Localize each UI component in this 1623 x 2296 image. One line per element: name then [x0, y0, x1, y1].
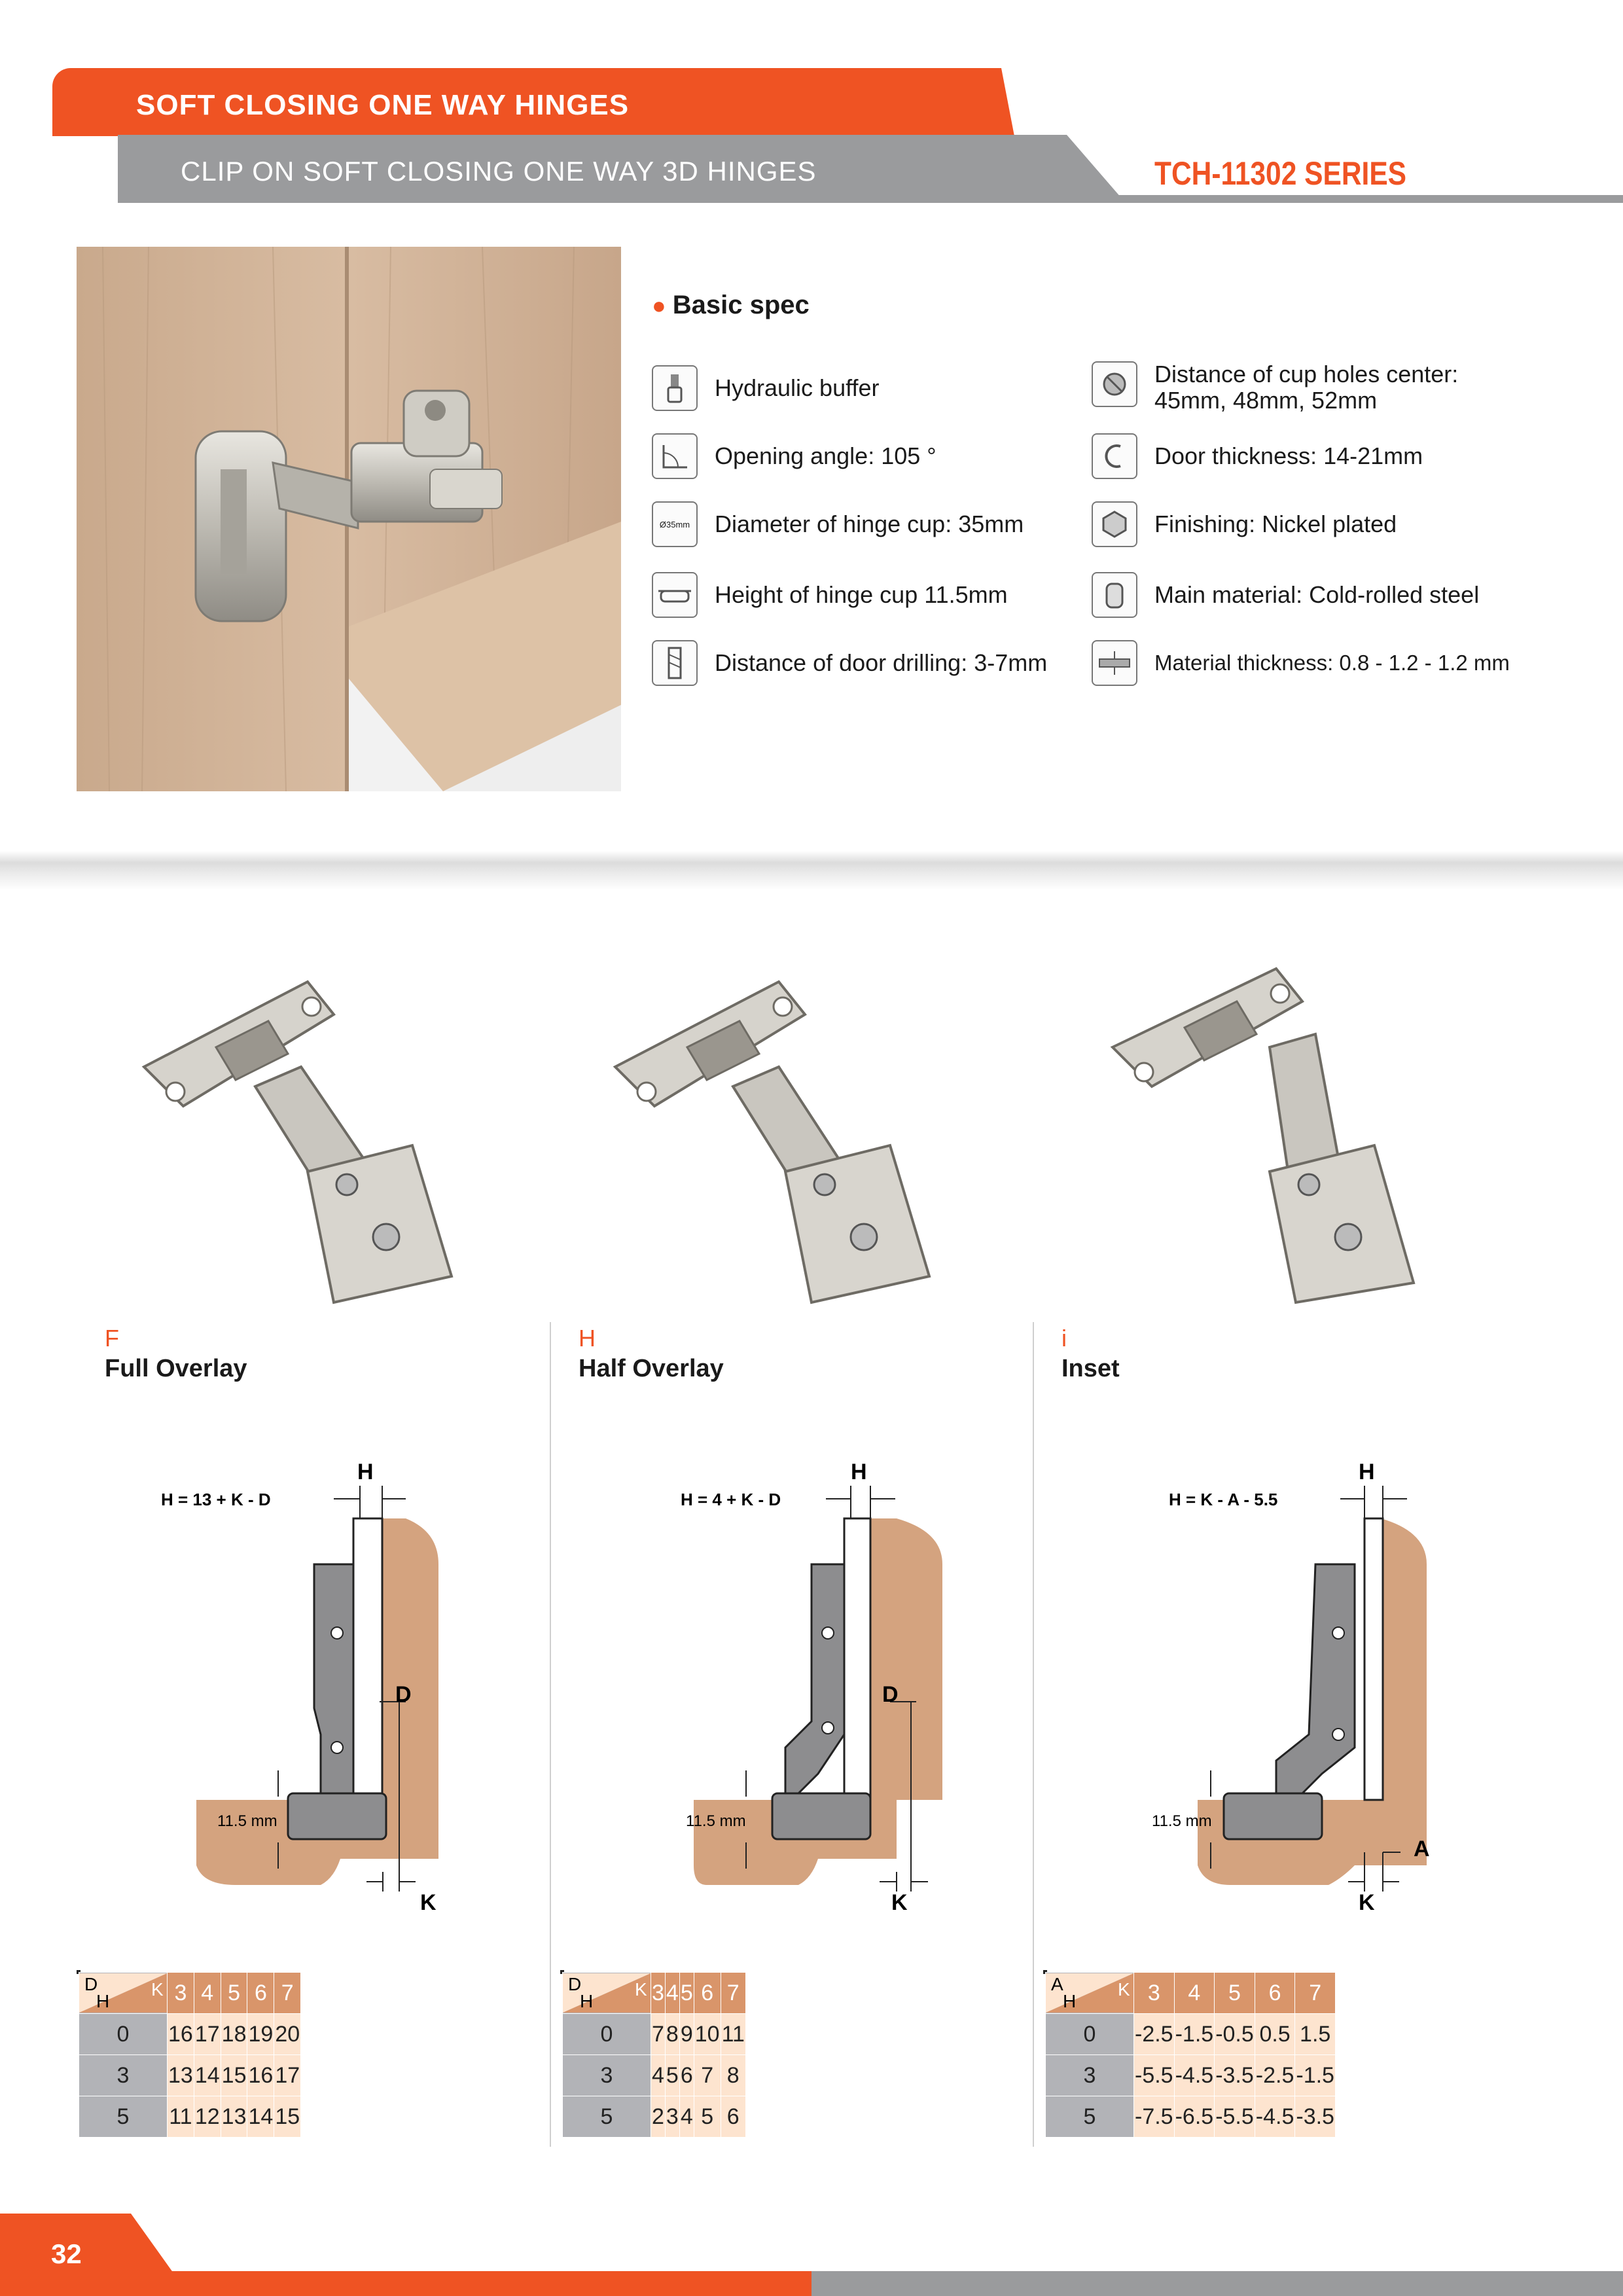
spec-item [1092, 361, 1458, 414]
table-cell: 10 [694, 2014, 721, 2055]
corner-k: K [151, 1979, 164, 2000]
table-cell: 20 [274, 2014, 301, 2055]
table-cell: 7 [694, 2055, 721, 2096]
door-thickness-icon [1092, 433, 1137, 479]
spec-label: Finishing: Nickel plated [1154, 511, 1397, 537]
corner-h: H [1063, 1991, 1077, 2011]
spec-label: Distance of door drilling: 3-7mm [715, 649, 1048, 676]
spec-label: Main material: Cold-rolled steel [1154, 581, 1480, 608]
spec-item [1092, 501, 1397, 547]
table-cell: 19 [247, 2014, 274, 2055]
table-cell: -4.5 [1174, 2055, 1215, 2096]
col-header: 5 [1215, 1973, 1255, 2014]
spec-item [652, 640, 1047, 686]
hinge-image-half-overlay [602, 969, 1008, 1322]
page-number: 32 [51, 2238, 82, 2269]
table-cell: 1.5 [1295, 2014, 1336, 2055]
cup-height-label: 11.5 mm [1152, 1812, 1212, 1830]
spec-item [652, 501, 1024, 547]
table-cell: 11 [168, 2096, 194, 2138]
adjust-table-full-overlay [77, 1970, 300, 2129]
table-cell: 13 [221, 2096, 247, 2138]
table-row [1046, 2096, 1336, 2138]
cup-diameter-icon-text: Ø35mm [659, 519, 690, 529]
dim-a-label: A [1414, 1837, 1430, 1861]
table-cell: -7.5 [1134, 2096, 1175, 2138]
diagram-full-overlay [157, 1460, 524, 1918]
row-header: 5 [563, 2096, 651, 2138]
footer-gray-bar [812, 2271, 1623, 2296]
footer-orange-bar [164, 2271, 812, 2296]
table-row [79, 2096, 301, 2138]
dim-d-label: D [395, 1682, 412, 1707]
table-cell: 16 [168, 2014, 194, 2055]
table-cell: 6 [679, 2055, 694, 2096]
table-cell: 17 [194, 2014, 221, 2055]
corner-k: K [635, 1979, 647, 2000]
adjust-table-half-overlay [560, 1970, 745, 2129]
table-cell: 15 [221, 2055, 247, 2096]
row-header: 3 [563, 2055, 651, 2096]
mount-letter: F [105, 1325, 119, 1352]
table-cell: 15 [274, 2096, 301, 2138]
spec-label: Door thickness: 14-21mm [1154, 442, 1423, 469]
col-header: 7 [1295, 1973, 1336, 2014]
spec-item [652, 365, 879, 411]
corner-h: H [96, 1991, 110, 2011]
table-cell: -3.5 [1295, 2096, 1336, 2138]
table-cell: 6 [721, 2096, 745, 2138]
mount-title: Half Overlay [579, 1355, 724, 1382]
spec-title-text: Basic spec [672, 291, 810, 319]
row-header: 0 [1046, 2014, 1134, 2055]
cup-height-label: 11.5 mm [217, 1812, 277, 1830]
table-corner [563, 1973, 651, 2014]
mount-title: Full Overlay [105, 1355, 247, 1382]
diagram-inset [1139, 1460, 1505, 1918]
table-cell: 9 [679, 2014, 694, 2055]
dim-h-label: H [1359, 1460, 1375, 1484]
spec-label: Height of hinge cup 11.5mm [715, 581, 1008, 608]
adjust-table-inset [1043, 1970, 1334, 2129]
spec-item [1092, 640, 1510, 686]
corner-top: A [1051, 1974, 1063, 1994]
table-row [79, 2055, 301, 2096]
table-cell: 12 [194, 2096, 221, 2138]
dim-d-label: D [882, 1682, 899, 1707]
table-cell: -5.5 [1134, 2055, 1175, 2096]
table-cell: 16 [247, 2055, 274, 2096]
table-cell: 4 [651, 2055, 666, 2096]
opening-angle-icon [652, 433, 698, 479]
table-cell: 18 [221, 2014, 247, 2055]
finishing-icon [1092, 501, 1137, 547]
hinge-image-inset [1099, 962, 1505, 1329]
cup-height-icon [652, 572, 698, 618]
col-header: 4 [194, 1973, 221, 2014]
formula-text: H = K - A - 5.5 [1169, 1490, 1278, 1509]
col-header: 3 [1134, 1973, 1175, 2014]
mount-letter: i [1061, 1325, 1067, 1352]
col-header: 6 [694, 1973, 721, 2014]
table-cell: 4 [679, 2096, 694, 2138]
mount-title: Inset [1061, 1355, 1120, 1382]
row-header: 0 [563, 2014, 651, 2055]
bullet-icon: ● [652, 292, 666, 319]
table-cell: 3 [665, 2096, 679, 2138]
table-row [1046, 2014, 1336, 2055]
col-header: 3 [651, 1973, 666, 2014]
row-header: 3 [1046, 2055, 1134, 2096]
column-divider [1033, 1322, 1034, 2147]
table-cell: 14 [247, 2096, 274, 2138]
row-header: 5 [1046, 2096, 1134, 2138]
col-header: 7 [721, 1973, 745, 2014]
table-cell: 5 [665, 2055, 679, 2096]
spec-label: Opening angle: 105 ° [715, 442, 936, 469]
table-cell: 8 [665, 2014, 679, 2055]
table-cell: 14 [194, 2055, 221, 2096]
formula-text: H = 4 + K - D [681, 1490, 781, 1509]
spec-label: Distance of cup holes center: [1154, 361, 1459, 387]
table-cell: 13 [168, 2055, 194, 2096]
table-row [563, 2014, 746, 2055]
table-row [1046, 2055, 1336, 2096]
dim-k-label: K [1359, 1890, 1375, 1915]
section-separator [0, 851, 1623, 890]
table-row [79, 2014, 301, 2055]
spec-item [652, 572, 1008, 618]
corner-top: D [568, 1974, 582, 1994]
spec-label: Hydraulic buffer [715, 374, 880, 401]
door-drilling-icon [652, 640, 698, 686]
cup-height-label: 11.5 mm [686, 1812, 746, 1830]
table-cell: -4.5 [1255, 2096, 1295, 2138]
col-header: 6 [247, 1973, 274, 2014]
col-header: 3 [168, 1973, 194, 2014]
table-row [563, 2055, 746, 2096]
formula-text: H = 13 + K - D [161, 1490, 271, 1509]
dim-k-label: K [420, 1890, 437, 1915]
col-header: 6 [1255, 1973, 1295, 2014]
col-header: 4 [665, 1973, 679, 2014]
spec-label-line2: 45mm, 48mm, 52mm [1154, 387, 1378, 414]
page-number-tab [0, 2214, 190, 2296]
cup-holes-icon [1092, 361, 1137, 407]
table-cell: 7 [651, 2014, 666, 2055]
col-header: 7 [274, 1973, 301, 2014]
table-corner [79, 1973, 168, 2014]
series-label: TCH-11302 SERIES [1154, 155, 1407, 192]
table-cell: -3.5 [1215, 2055, 1255, 2096]
spec-label: Material thickness: 0.8 - 1.2 - 1.2 mm [1154, 651, 1510, 675]
col-header: 5 [221, 1973, 247, 2014]
spec-item [652, 433, 936, 479]
table-cell: 5 [694, 2096, 721, 2138]
page-title: SOFT CLOSING ONE WAY HINGES [136, 89, 630, 121]
dim-h-label: H [851, 1460, 867, 1484]
mount-letter: H [579, 1325, 596, 1352]
table-cell: 8 [721, 2055, 745, 2096]
table-cell: 0.5 [1255, 2014, 1295, 2055]
table-cell: -5.5 [1215, 2096, 1255, 2138]
hydraulic-buffer-icon [652, 365, 698, 411]
material-thickness-icon [1092, 640, 1137, 686]
material-icon [1092, 572, 1137, 618]
corner-top: D [84, 1974, 98, 1994]
corner-h: H [580, 1991, 594, 2011]
cup-diameter-icon [652, 501, 698, 547]
table-cell: -1.5 [1174, 2014, 1215, 2055]
spec-item [1092, 572, 1479, 618]
spec-label: Diameter of hinge cup: 35mm [715, 511, 1024, 537]
table-cell: -1.5 [1295, 2055, 1336, 2096]
dim-h-label: H [357, 1460, 374, 1484]
table-cell: 2 [651, 2096, 666, 2138]
hinge-image-full-overlay [124, 975, 530, 1329]
dim-k-label: K [891, 1890, 908, 1915]
table-corner [1046, 1973, 1134, 2014]
spec-title [652, 291, 810, 320]
spec-item [1092, 433, 1423, 479]
table-cell: -2.5 [1134, 2014, 1175, 2055]
table-cell: 11 [721, 2014, 745, 2055]
header-rule [1113, 195, 1623, 203]
corner-k: K [1118, 1979, 1130, 2000]
table-cell: -6.5 [1174, 2096, 1215, 2138]
page-subtitle: CLIP ON SOFT CLOSING ONE WAY 3D HINGES [181, 156, 817, 187]
product-photo [77, 247, 621, 791]
row-header: 3 [79, 2055, 168, 2096]
col-header: 4 [1174, 1973, 1215, 2014]
table-cell: -0.5 [1215, 2014, 1255, 2055]
table-cell: 17 [274, 2055, 301, 2096]
col-header: 5 [679, 1973, 694, 2014]
row-header: 5 [79, 2096, 168, 2138]
table-cell: -2.5 [1255, 2055, 1295, 2096]
column-divider [550, 1322, 551, 2147]
table-row [563, 2096, 746, 2138]
row-header: 0 [79, 2014, 168, 2055]
diagram-half-overlay [654, 1460, 1021, 1918]
